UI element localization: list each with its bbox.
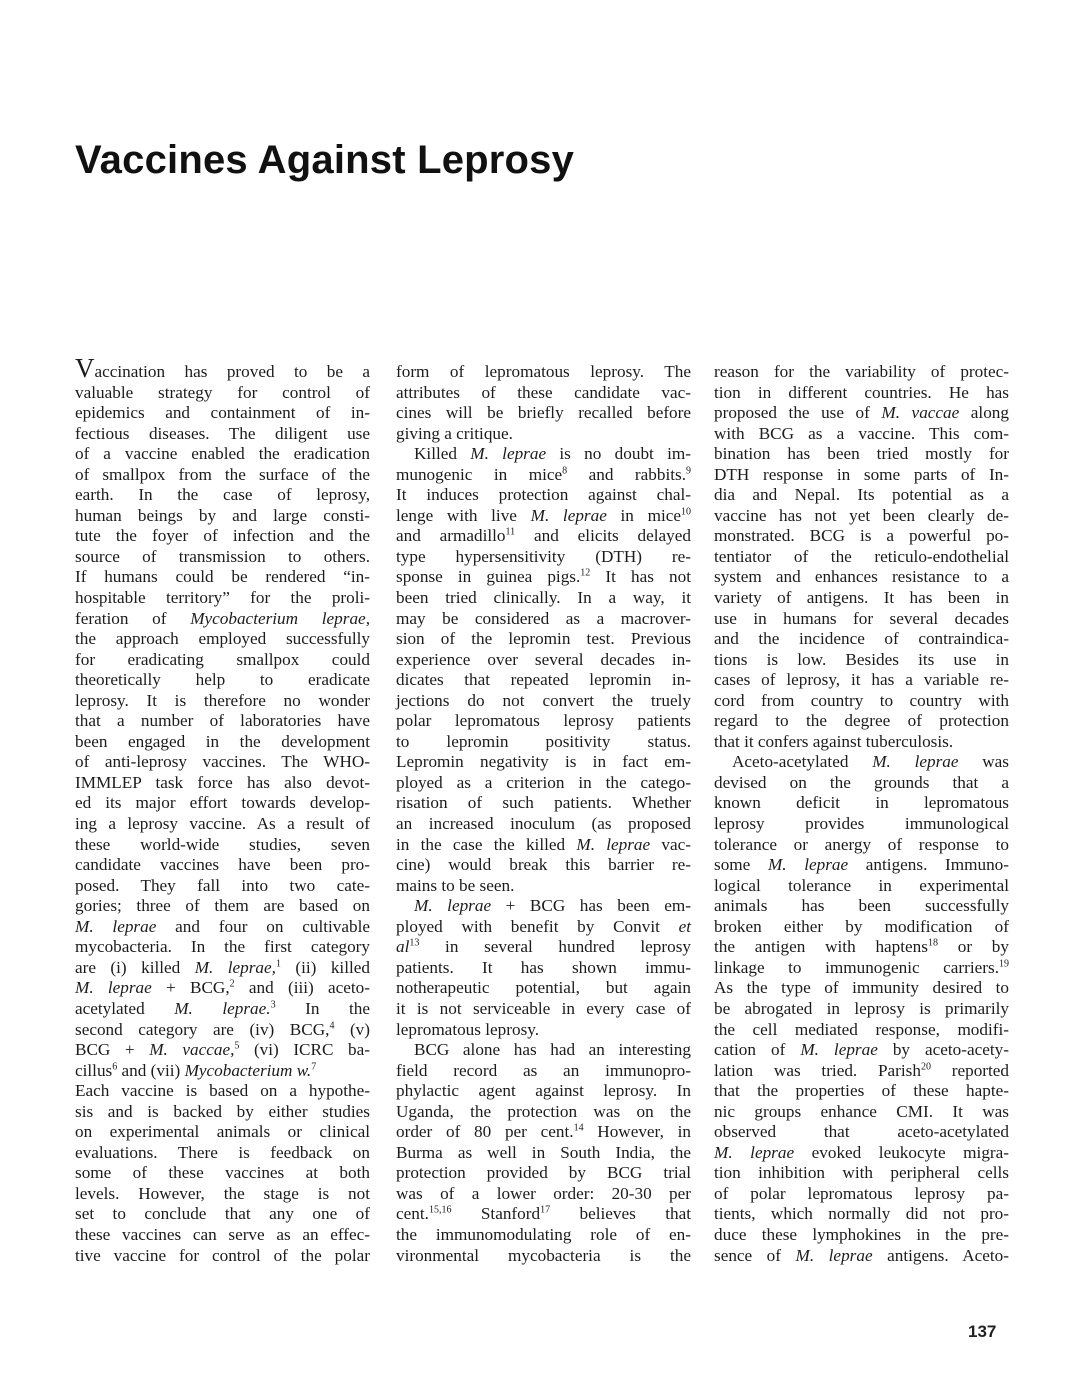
text-line: field record as an immunopro- xyxy=(396,1060,691,1080)
text-line: sis and is backed by either studies xyxy=(75,1101,370,1121)
text-line: earth. In the case of leprosy, xyxy=(75,485,370,505)
text-line: animals has been successfully xyxy=(714,896,1009,916)
text-line: cation of M. leprae by aceto-acety- xyxy=(714,1040,1009,1060)
text-line: If humans could be rendered “in- xyxy=(75,567,370,587)
text-line: been engaged in the development xyxy=(75,731,370,751)
text-line: on experimental animals or clinical xyxy=(75,1122,370,1142)
text-line: it is not serviceable in every case of xyxy=(396,998,691,1018)
text-line: epidemics and containment of in- xyxy=(75,403,370,423)
text-line: are (i) killed M. leprae,$^1$ (ii) killed xyxy=(75,957,370,977)
text-line: Uganda, the protection was on the xyxy=(396,1101,691,1121)
text-line: valuable strategy for control of xyxy=(75,382,370,402)
text-column-1 xyxy=(75,353,371,1266)
text-line: giving a critique. xyxy=(396,423,513,443)
text-line: and armadillo$^{11}$ and elicits delayed xyxy=(396,526,691,546)
text-line: duce these lymphokines in the pre- xyxy=(714,1224,1009,1244)
text-line: Burma as well in South India, the xyxy=(396,1142,691,1162)
text-line: BCG alone has had an interesting xyxy=(414,1040,691,1060)
text-line: of a vaccine enabled the eradication xyxy=(75,444,370,464)
text-line: dia and Nepal. Its potential as a xyxy=(714,485,1009,505)
text-line: M. leprae evoked leukocyte migra- xyxy=(714,1142,1009,1162)
text-line: tolerance or anergy of response to xyxy=(714,834,1009,854)
text-line: lepromatous leprosy. xyxy=(396,1019,540,1039)
text-line: sion of the lepromin test. Previous xyxy=(396,629,691,649)
text-line: acetylated M. leprae.$^3$ In the xyxy=(75,998,370,1018)
text-line: of anti-leprosy vaccines. The WHO- xyxy=(75,752,370,772)
text-line: patients. It has shown immu- xyxy=(396,957,691,977)
text-line: set to conclude that any one of xyxy=(75,1204,370,1224)
text-line: Killed M. leprae is no doubt im- xyxy=(414,444,691,464)
text-line: tute the foyer of infection and the xyxy=(75,526,370,546)
text-line: levels. However, the stage is not xyxy=(75,1183,370,1203)
text-line: feration of Mycobacterium leprae, xyxy=(75,608,370,628)
text-line: and the incidence of contraindica- xyxy=(714,629,1009,649)
text-line: fectious diseases. The diligent use xyxy=(75,423,370,443)
text-line: linkage to immunogenic carriers.$^{19}$ xyxy=(714,957,1009,977)
text-line: cent.$^{15,16}$ Stanford$^{17}$ believes that xyxy=(396,1204,691,1224)
text-line: cord from country to country with xyxy=(714,690,1009,710)
text-line: use in humans for several decades xyxy=(714,608,1009,628)
text-line: ployed as a criterion in the catego- xyxy=(396,772,691,792)
text-line: the antigen with haptens$^{18}$ or by xyxy=(714,937,1009,957)
text-line: known deficit in lepromatous xyxy=(714,793,1009,813)
text-line: dicates that repeated lepromin in- xyxy=(396,670,691,690)
text-line: munogenic in mice$^8$ and rabbits.$^9$ xyxy=(396,464,691,484)
text-line: form of lepromatous leprosy. The xyxy=(396,362,691,381)
text-line: cine) would break this barrier re- xyxy=(396,855,691,875)
text-line: polar lepromatous leprosy patients xyxy=(396,711,691,731)
text-line: for eradicating smallpox could xyxy=(75,649,370,669)
text-line: nic groups enhance CMI. It was xyxy=(714,1101,1009,1121)
text-line: tients, which normally did not pro- xyxy=(714,1204,1009,1224)
text-line: that the properties of these hapte- xyxy=(714,1081,1009,1101)
text-line: evaluations. There is feedback on xyxy=(75,1142,370,1162)
text-line: with BCG as a vaccine. This com- xyxy=(714,423,1009,443)
text-line: proposed the use of M. vaccae along xyxy=(714,403,1009,423)
text-line: ed its major effort towards develop- xyxy=(75,793,370,813)
text-line: devised on the grounds that a xyxy=(714,772,1009,792)
text-line: of polar lepromatous leprosy pa- xyxy=(714,1183,1009,1203)
text-line: been tried clinically. In a way, it xyxy=(396,588,691,608)
text-line: the approach employed successfully xyxy=(75,629,370,649)
text-line: of smallpox from the surface of the xyxy=(75,464,370,484)
text-line: experience over several decades in- xyxy=(396,649,691,669)
text-line: tions is low. Besides its use in xyxy=(714,649,1009,669)
text-line: BCG + M. vaccae,$^5$ (vi) ICRC ba- xyxy=(75,1040,370,1060)
text-line: an increased inoculum (as proposed xyxy=(396,814,691,834)
text-line: to lepromin positivity status. xyxy=(396,731,691,751)
text-line: M. leprae + BCG,$^2$ and (iii) aceto- xyxy=(75,978,370,998)
text-line: tion inhibition with peripheral cells xyxy=(714,1163,1009,1183)
text-line: posed. They fall into two cate- xyxy=(75,875,370,895)
text-line: the immunomodulating role of en- xyxy=(396,1224,691,1244)
text-line: cines will be briefly recalled before xyxy=(396,403,691,423)
text-line: was of a lower order: 20-30 per xyxy=(396,1183,691,1203)
text-line: logical tolerance in experimental xyxy=(714,875,1009,895)
article-title: Vaccines Against Leprosy xyxy=(75,138,575,182)
text-line: the cell mediated response, modifi- xyxy=(714,1019,1009,1039)
text-line: candidate vaccines have been pro- xyxy=(75,855,370,875)
text-line: notherapeutic potential, but again xyxy=(396,978,691,998)
text-line: lation was tried. Parish$^{20}$ reported xyxy=(714,1060,1010,1080)
text-line: in the case the killed M. leprae vac- xyxy=(396,834,691,854)
text-line: Each vaccine is based on a hypothe- xyxy=(75,1081,370,1101)
text-line: be abrogated in leprosy is primarily xyxy=(714,998,1009,1018)
text-line: leprosy provides immunological xyxy=(714,814,1009,834)
text-line: tive vaccine for control of the polar xyxy=(75,1245,370,1265)
text-line: sence of M. leprae antigens. Aceto- xyxy=(714,1245,1009,1265)
text-line: Aceto-acetylated M. leprae was xyxy=(732,752,1010,772)
text-line: regard to the degree of protection xyxy=(714,711,1009,731)
text-line: some M. leprae antigens. Immuno- xyxy=(714,855,1010,875)
text-line: Vaccination has proved to be a xyxy=(75,353,370,383)
text-line: bination has been tried mostly for xyxy=(714,444,1009,464)
text-line: variety of antigens. It has been in xyxy=(714,588,1009,608)
page-number: 137 xyxy=(968,1322,997,1341)
text-column-3 xyxy=(714,362,1009,1266)
text-line: human beings by and large consti- xyxy=(75,505,370,525)
text-line: attributes of these candidate vac- xyxy=(396,382,691,402)
text-line: M. leprae + BCG has been em- xyxy=(414,896,691,916)
text-line: order of 80 per cent.$^{14}$ However, in xyxy=(396,1122,691,1142)
text-line: source of transmission to others. xyxy=(75,546,370,566)
text-line: IMMLEP task force has also devot- xyxy=(75,772,370,792)
text-line: second category are (iv) BCG,$^4$ (v) xyxy=(75,1019,371,1039)
text-line: M. leprae and four on cultivable xyxy=(75,916,370,936)
text-line: these world-wide studies, seven xyxy=(75,834,370,854)
text-line: ing a leprosy vaccine. As a result of xyxy=(75,814,370,834)
text-line: cases of leprosy, it has a variable re- xyxy=(714,670,1009,690)
text-line: $al^{13}$ in several hundred leprosy xyxy=(396,937,691,957)
text-line: theoretically help to eradicate xyxy=(75,670,370,690)
text-line: these vaccines can serve as an effec- xyxy=(75,1224,370,1244)
text-line: broken either by modification of xyxy=(714,916,1009,936)
text-line: Lepromin negativity is in fact em- xyxy=(396,752,691,772)
text-line: risation of such patients. Whether xyxy=(396,793,691,813)
text-line: vironmental mycobacteria is the xyxy=(396,1245,691,1265)
text-line: leprosy. It is therefore no wonder xyxy=(75,690,370,710)
text-line: DTH response in some parts of In- xyxy=(714,464,1009,484)
text-line: mycobacteria. In the first category xyxy=(75,937,370,957)
text-line: sponse in guinea pigs.$^{12}$ It has not xyxy=(396,567,692,587)
text-line: ployed with benefit by Convit et xyxy=(396,916,691,936)
text-line: reason for the variability of protec- xyxy=(714,362,1009,381)
text-line: vaccine has not yet been clearly de- xyxy=(714,505,1009,525)
text-line: cillus$^6$ and (vii) Mycobacterium w.$^7$ xyxy=(75,1060,317,1080)
text-line: phylactic agent against leprosy. In xyxy=(396,1081,691,1101)
text-line: observed that aceto-acetylated xyxy=(714,1122,1009,1142)
text-line: tion in different countries. He has xyxy=(714,382,1009,402)
text-line: monstrated. BCG is a powerful po- xyxy=(714,526,1009,546)
text-line: protection provided by BCG trial xyxy=(396,1163,691,1183)
text-line: lenge with live M. leprae in mice$^{10}$ xyxy=(396,505,691,525)
text-line: type hypersensitivity (DTH) re- xyxy=(396,546,691,566)
text-line: As the type of immunity desired to xyxy=(714,978,1009,998)
text-line: that it confers against tuberculosis. xyxy=(714,731,954,751)
text-line: jections do not convert the truely xyxy=(396,690,691,710)
text-line: tentiator of the reticulo-endothelial xyxy=(714,546,1009,566)
text-column-2 xyxy=(396,362,691,1266)
text-line: It induces protection against chal- xyxy=(396,485,691,505)
text-line: mains to be seen. xyxy=(396,875,515,895)
text-line: that a number of laboratories have xyxy=(75,711,370,731)
text-line: may be considered as a macrover- xyxy=(396,608,691,628)
text-line: gories; three of them are based on xyxy=(75,896,370,916)
text-line: some of these vaccines at both xyxy=(75,1163,370,1183)
text-line: system and enhances resistance to a xyxy=(714,567,1009,587)
text-line: hospitable territory” for the proli- xyxy=(75,588,370,608)
